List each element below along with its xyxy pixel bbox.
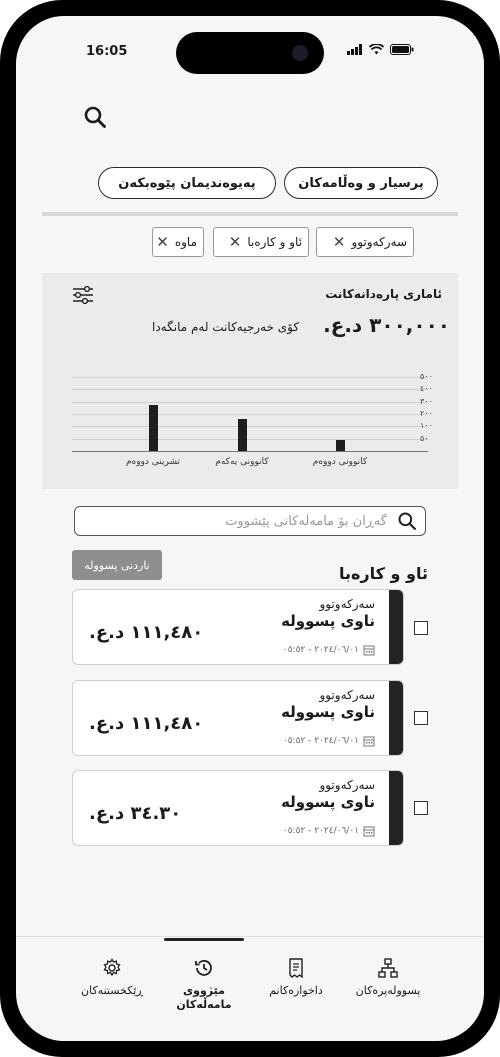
wifi-icon	[369, 44, 384, 55]
chip-label: ماوە	[174, 235, 197, 249]
chart-gridline	[72, 414, 428, 415]
chart-gridline	[72, 402, 428, 403]
chart-xtick: کانوونی یەکەم	[215, 457, 269, 467]
stats-amount: ٣٠٠,٠٠٠ د.ع.	[323, 313, 450, 337]
chart-bar	[336, 440, 345, 451]
card-date-text: ٢٠٢٤/٠٦/٠١ - ٠٥:٥٢	[282, 826, 359, 836]
card-price: ٣٤.٣٠ د.ع.	[89, 803, 182, 824]
filter-chip-status[interactable]	[316, 227, 414, 257]
chart-bar	[149, 405, 158, 451]
calendar-icon	[363, 644, 375, 656]
card-status: سەرکەوتوو	[319, 688, 375, 702]
card-checkbox[interactable]	[414, 711, 428, 725]
signal-icon	[347, 44, 363, 55]
stats-title: ئاماری پارەدانەکانت	[325, 287, 442, 301]
close-icon[interactable]: ✕	[156, 233, 169, 251]
tab-history[interactable]	[154, 958, 254, 1012]
gear-icon	[102, 958, 122, 978]
sitemap-icon	[378, 958, 398, 978]
chip-label: ئاو و کارەبا	[247, 235, 302, 249]
chart-xtick: تشرینی دووەم	[125, 457, 181, 467]
card-date-text: ٢٠٢٤/٠٦/٠١ - ٠٥:٥٢	[282, 736, 359, 746]
receipt-card[interactable]	[72, 770, 404, 846]
history-icon	[194, 958, 214, 978]
chip-label: سەرکەوتوو	[351, 235, 407, 249]
close-icon[interactable]: ✕	[228, 233, 242, 251]
receipt-icon	[286, 958, 306, 978]
sliders-icon[interactable]	[72, 285, 94, 309]
status-time: 16:05	[86, 44, 128, 59]
card-date	[283, 644, 375, 656]
chart-ytick: ١٠٠	[420, 421, 433, 431]
history-search[interactable]	[74, 506, 426, 536]
chart-ytick: ٤٠٠	[420, 384, 433, 394]
chart-ytick: ٣٠٠	[420, 396, 433, 406]
chart-gridline	[72, 439, 428, 440]
calendar-icon	[363, 735, 375, 747]
card-stripe	[389, 681, 403, 755]
contact-us-button[interactable]: پەیوەندیمان پێوەبکەن	[98, 167, 276, 199]
card-price: ١١١,٤٨٠ د.ع.	[89, 713, 204, 734]
home-indicator	[164, 938, 244, 941]
tab-label: داخوازەکانم	[269, 984, 323, 997]
card-stripe	[389, 771, 403, 845]
receipt-card[interactable]	[72, 589, 404, 665]
tabbar-divider	[16, 936, 484, 937]
tab-label: ڕێکخستنەکان	[81, 984, 143, 997]
tab-label: مێژووی مامەڵەکان	[176, 984, 232, 1011]
card-date	[283, 825, 375, 837]
app-screen	[16, 16, 484, 1041]
filter-chip-category[interactable]	[213, 227, 309, 257]
card-checkbox[interactable]	[414, 621, 428, 635]
chart-bar	[238, 419, 247, 451]
search-button[interactable]	[80, 102, 110, 132]
card-date-text: ٢٠٢٤/٠٦/٠١ - ٠٥:٥٢	[282, 645, 359, 655]
header-divider	[42, 212, 458, 216]
card-price: ١١١,٤٨٠ د.ع.	[89, 622, 204, 643]
receipt-card[interactable]	[72, 680, 404, 756]
card-name: ناوی پسوولە	[281, 612, 375, 630]
chart-baseline	[72, 451, 428, 452]
search-icon	[83, 105, 107, 129]
card-name: ناوی پسوولە	[281, 703, 375, 721]
chart-gridline	[72, 389, 428, 390]
tab-bill-types[interactable]	[338, 958, 438, 998]
chart-gridline	[72, 377, 428, 378]
search-input[interactable]	[83, 514, 397, 529]
card-date	[283, 735, 375, 747]
chart-gridline	[72, 426, 428, 427]
chart-xtick: کانوونی دووەم	[312, 457, 368, 467]
close-icon[interactable]: ✕	[332, 233, 346, 251]
card-checkbox[interactable]	[414, 801, 428, 815]
section-title: ئاو و کارەبا	[338, 564, 428, 583]
chart-ytick: ٥٠٠	[420, 372, 433, 381]
filter-chip-remaining[interactable]	[152, 227, 204, 257]
card-stripe	[389, 590, 403, 664]
camera-icon	[292, 45, 308, 61]
tab-label: پسوولەپرەکان	[355, 984, 421, 997]
card-status: سەرکەوتوو	[319, 778, 375, 792]
stats-panel	[42, 273, 458, 489]
chart-ytick: ٥٠	[420, 433, 429, 443]
card-name: ناوی پسوولە	[281, 793, 375, 811]
card-status: سەرکەوتوو	[319, 597, 375, 611]
faq-button[interactable]: پرسیار و وەڵامەکان	[284, 167, 438, 199]
tab-requests[interactable]	[246, 958, 346, 998]
chart-ytick: ٢٠٠	[420, 409, 433, 418]
calendar-icon	[363, 825, 375, 837]
stats-subtitle: کۆی خەرجیەکانت لەم مانگەدا	[152, 320, 300, 334]
dynamic-island	[176, 32, 324, 74]
search-icon	[397, 511, 417, 531]
status-icons	[347, 44, 414, 55]
send-receipt-button[interactable]: ناردنی پسوولە	[72, 550, 162, 580]
battery-icon	[390, 44, 414, 55]
tab-settings[interactable]	[62, 958, 162, 998]
